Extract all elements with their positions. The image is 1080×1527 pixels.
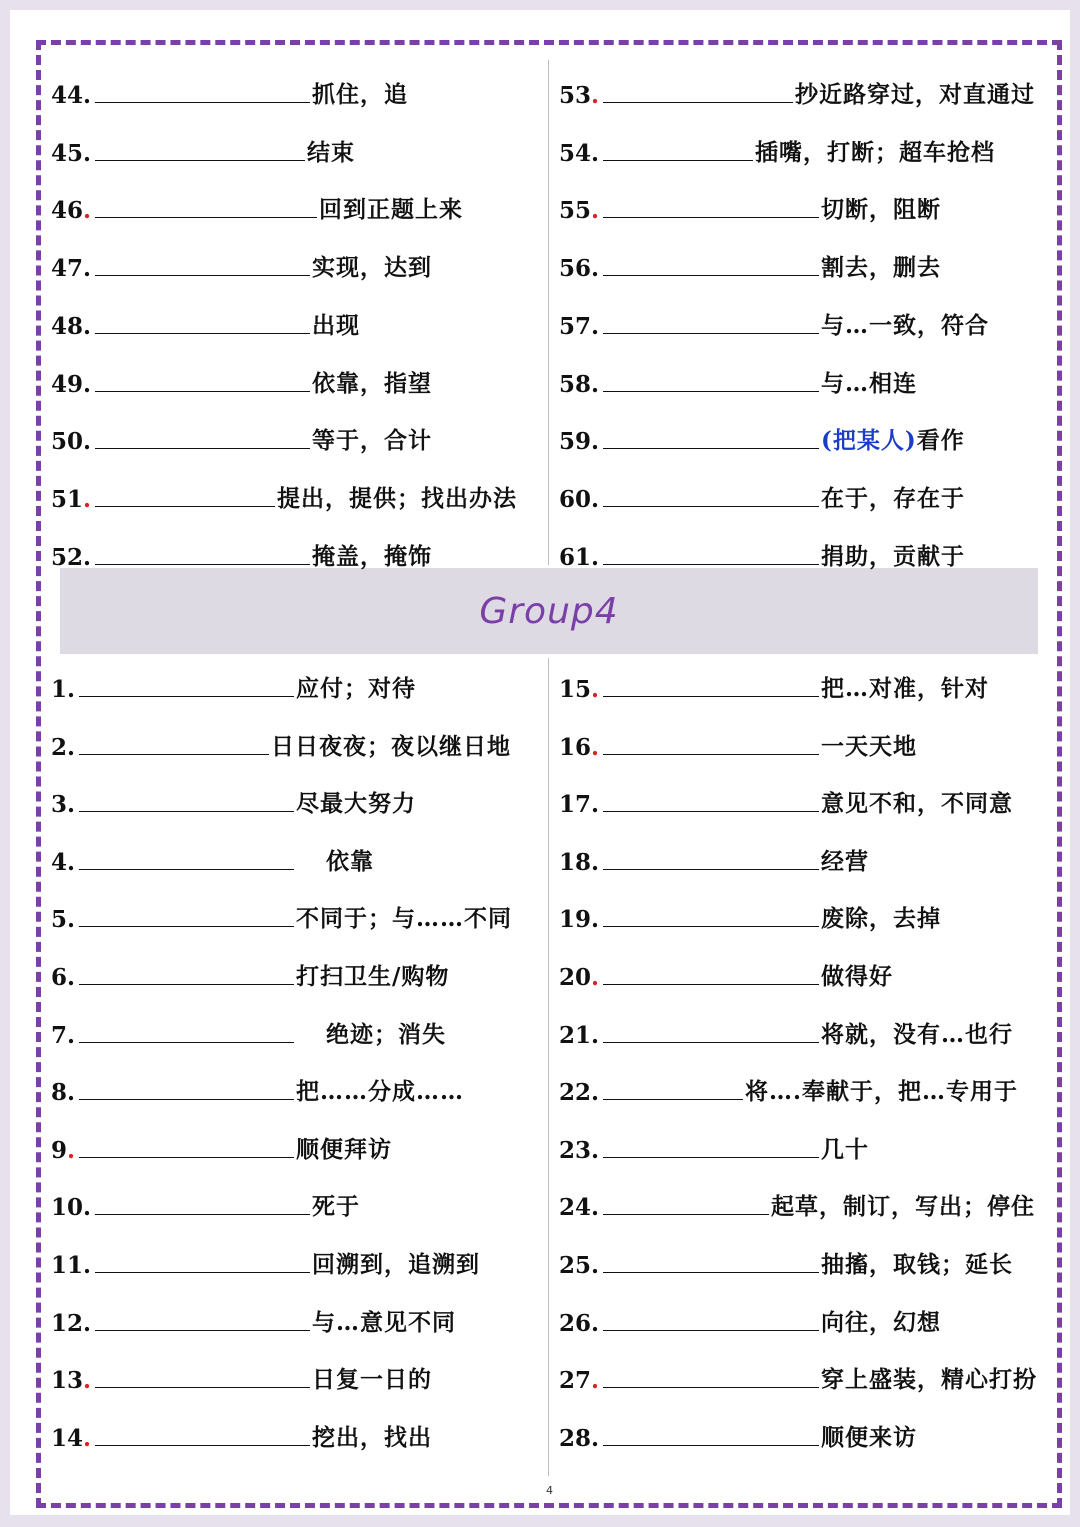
answer-blank[interactable]: [95, 82, 310, 103]
item-number: 59: [559, 428, 592, 455]
exercise-item: [559, 836, 869, 876]
answer-blank[interactable]: [95, 544, 310, 565]
item-dot: .: [83, 1252, 92, 1279]
exercise-item: [51, 721, 511, 761]
answer-blank[interactable]: [603, 197, 819, 218]
exercise-item: [559, 127, 995, 167]
definition-text: 与…相连: [821, 370, 918, 397]
answer-blank[interactable]: [79, 1079, 294, 1100]
exercise-item: [51, 1354, 432, 1394]
item-definition: [821, 480, 965, 513]
answer-blank[interactable]: [95, 371, 310, 392]
exercise-item: [559, 184, 941, 224]
item-number: 18: [559, 849, 592, 876]
item-dot: .: [591, 197, 600, 224]
definition-text: 抽搐，取钱；延长: [821, 1251, 1014, 1278]
definition-text: 尽最大努力: [296, 790, 417, 817]
exercise-item: [51, 531, 432, 571]
worksheet-page: [10, 10, 1070, 1515]
item-definition: [312, 1188, 360, 1221]
item-number: 20: [559, 964, 592, 991]
page-number: 4: [546, 1484, 553, 1497]
item-number: 60: [559, 486, 592, 513]
definition-text: 将….奉献于，把…专用于: [745, 1078, 1019, 1105]
item-definition: [312, 307, 360, 340]
item-number: 2: [51, 734, 68, 761]
item-dot: .: [591, 849, 600, 876]
item-dot: .: [591, 1252, 600, 1279]
answer-blank[interactable]: [603, 1367, 819, 1388]
item-number: 45: [51, 140, 84, 167]
exercise-item: [559, 1354, 1037, 1394]
definition-text: 做得好: [821, 963, 894, 990]
item-definition: [821, 365, 917, 398]
item-dot: .: [67, 906, 76, 933]
item-dot: .: [83, 1425, 92, 1452]
definition-text: 实现，达到: [312, 254, 433, 281]
exercise-item: [51, 1009, 446, 1049]
item-number: 49: [51, 371, 84, 398]
item-number: 11: [51, 1252, 84, 1279]
item-dot: .: [591, 1137, 600, 1164]
exercise-item: [51, 1297, 456, 1337]
answer-blank[interactable]: [95, 1367, 310, 1388]
item-dot: .: [83, 82, 92, 109]
item-dot: .: [83, 486, 92, 513]
item-number: 46: [51, 197, 84, 224]
definition-text: 打扫卫生/购物: [296, 963, 450, 990]
item-number: 8: [51, 1079, 68, 1106]
item-dot: .: [67, 1022, 76, 1049]
exercise-item: [559, 951, 893, 991]
item-dot: .: [83, 1367, 92, 1394]
item-number: 26: [559, 1310, 592, 1337]
item-definition: [271, 728, 511, 761]
item-definition: [821, 538, 965, 571]
exercise-item: [559, 721, 917, 761]
answer-blank[interactable]: [79, 1137, 294, 1158]
item-definition: [821, 249, 941, 282]
definition-text: 意见不和，不同意: [821, 790, 1014, 817]
definition-text: 等于，合计: [312, 427, 433, 454]
answer-blank[interactable]: [603, 255, 819, 276]
exercise-item: [51, 663, 416, 703]
exercise-item: [51, 415, 432, 455]
definition-text: 死于: [312, 1193, 361, 1220]
answer-blank[interactable]: [95, 313, 310, 334]
item-number: 55: [559, 197, 592, 224]
definition-text: 依靠，指望: [312, 370, 433, 397]
item-dot: .: [591, 255, 600, 282]
item-number: 53: [559, 82, 592, 109]
answer-blank[interactable]: [79, 734, 269, 755]
definition-text: 不同于；与……不同: [296, 905, 513, 932]
definition-text: 废除，去掉: [821, 905, 942, 932]
exercise-item: [559, 69, 1035, 109]
item-definition: [296, 1131, 392, 1164]
exercise-item: [559, 531, 965, 571]
exercise-item: [559, 1066, 1018, 1106]
answer-blank[interactable]: [603, 1194, 769, 1215]
answer-blank[interactable]: [603, 676, 819, 697]
exercise-item: [559, 1009, 1013, 1049]
item-dot: .: [591, 734, 600, 761]
exercise-item: [51, 1124, 392, 1164]
item-definition: [821, 307, 989, 340]
column-divider: [548, 60, 549, 565]
definition-text: 与…意见不同: [312, 1309, 457, 1336]
definition-text: 回到正题上来: [319, 196, 464, 223]
item-number: 50: [51, 428, 84, 455]
definition-text: 把…对准，针对: [821, 675, 990, 702]
exercise-item: [51, 358, 432, 398]
item-number: 9: [51, 1137, 68, 1164]
item-number: 14: [51, 1425, 84, 1452]
answer-blank[interactable]: [603, 1252, 819, 1273]
answer-blank[interactable]: [95, 1310, 310, 1331]
item-definition: [312, 1304, 456, 1337]
item-dot: .: [591, 1425, 600, 1452]
item-dot: .: [83, 371, 92, 398]
definition-text: 抓住，追: [312, 81, 409, 108]
item-dot: .: [591, 964, 600, 991]
item-dot: .: [591, 791, 600, 818]
exercise-item: [559, 415, 965, 455]
exercise-item: [559, 778, 1013, 818]
answer-blank[interactable]: [603, 1137, 819, 1158]
item-dot: .: [83, 255, 92, 282]
item-number: 27: [559, 1367, 592, 1394]
definition-text: 顺便拜访: [296, 1136, 393, 1163]
exercise-item: [559, 473, 965, 513]
exercise-item: [51, 836, 374, 876]
item-number: 3: [51, 791, 68, 818]
answer-blank[interactable]: [603, 313, 819, 334]
definition-text: 应付；对待: [296, 675, 417, 702]
item-definition: [771, 1188, 1035, 1221]
item-definition: [312, 1419, 432, 1452]
definition-text: 在于，存在于: [821, 485, 966, 512]
item-number: 1: [51, 676, 68, 703]
definition-prefix: (把某人): [821, 427, 917, 454]
exercise-item: [51, 893, 512, 933]
item-definition: [745, 1073, 1018, 1106]
exercise-item: [51, 184, 463, 224]
answer-blank[interactable]: [603, 1310, 819, 1331]
exercise-item: [51, 1066, 464, 1106]
definition-text: 经营: [821, 848, 870, 875]
definition-text: 穿上盛装，精心打扮: [821, 1366, 1038, 1393]
item-number: 57: [559, 313, 592, 340]
definition-text: 日复一日的: [312, 1366, 433, 1393]
exercise-item: [51, 473, 517, 513]
definition-text: 抄近路穿过，对直通过: [795, 81, 1036, 108]
answer-blank[interactable]: [79, 906, 294, 927]
item-definition: [755, 134, 995, 167]
answer-blank[interactable]: [79, 849, 294, 870]
item-definition: [312, 538, 432, 571]
item-number: 15: [559, 676, 592, 703]
item-definition: [821, 1419, 917, 1452]
definition-text: 绝迹；消失: [326, 1021, 447, 1048]
item-definition: [821, 843, 869, 876]
group-banner: [60, 568, 1038, 654]
exercise-item: [51, 1412, 432, 1452]
item-dot: .: [591, 486, 600, 513]
item-definition: [312, 249, 432, 282]
item-definition: [821, 1131, 869, 1164]
definition-text: 看作: [916, 427, 965, 454]
definition-text: 割去，删去: [821, 254, 942, 281]
answer-blank[interactable]: [603, 1079, 743, 1100]
answer-blank[interactable]: [79, 791, 294, 812]
exercise-item: [51, 1239, 480, 1279]
item-dot: .: [591, 313, 600, 340]
item-definition: [319, 191, 463, 224]
item-dot: .: [83, 1310, 92, 1337]
item-dot: .: [591, 1022, 600, 1049]
answer-blank[interactable]: [603, 544, 819, 565]
item-definition: [821, 728, 917, 761]
answer-blank[interactable]: [79, 1022, 294, 1043]
item-dot: .: [591, 676, 600, 703]
answer-blank[interactable]: [603, 82, 793, 103]
item-number: 23: [559, 1137, 592, 1164]
item-dot: .: [591, 140, 600, 167]
exercise-item: [51, 951, 449, 991]
definition-text: 日日夜夜；夜以继日地: [271, 733, 512, 760]
item-dot: .: [591, 428, 600, 455]
item-dot: .: [67, 849, 76, 876]
answer-blank[interactable]: [603, 791, 819, 812]
item-number: 28: [559, 1425, 592, 1452]
item-number: 52: [51, 544, 84, 571]
exercise-item: [559, 1181, 1035, 1221]
item-number: 12: [51, 1310, 84, 1337]
answer-blank[interactable]: [95, 1425, 310, 1446]
exercise-item: [51, 69, 408, 109]
item-dot: .: [67, 791, 76, 818]
answer-blank[interactable]: [603, 486, 819, 507]
item-definition: [307, 134, 355, 167]
item-number: 10: [51, 1194, 84, 1221]
item-number: 61: [559, 544, 592, 571]
item-number: 24: [559, 1194, 592, 1221]
item-definition: [312, 1361, 432, 1394]
definition-text: 与…一致，符合: [821, 312, 990, 339]
item-number: 54: [559, 140, 592, 167]
definition-text: 回溯到，追溯到: [312, 1251, 481, 1278]
exercise-item: [51, 242, 432, 282]
exercise-item: [51, 1181, 360, 1221]
item-number: 47: [51, 255, 84, 282]
exercise-item: [559, 893, 941, 933]
answer-blank[interactable]: [603, 906, 819, 927]
item-dot: .: [83, 544, 92, 571]
item-dot: .: [83, 313, 92, 340]
answer-blank[interactable]: [603, 371, 819, 392]
item-definition: [821, 191, 941, 224]
exercise-item: [51, 778, 416, 818]
item-definition: [795, 76, 1035, 109]
definition-text: 几十: [821, 1136, 870, 1163]
answer-blank[interactable]: [95, 255, 310, 276]
item-definition: [326, 843, 374, 876]
exercise-item: [559, 1297, 941, 1337]
item-definition: [821, 900, 941, 933]
item-definition: [821, 958, 893, 991]
definition-text: 向往，幻想: [821, 1309, 942, 1336]
item-definition: [277, 480, 517, 513]
item-definition: [296, 900, 512, 933]
item-dot: .: [83, 428, 92, 455]
item-dot: .: [83, 140, 92, 167]
item-number: 51: [51, 486, 84, 513]
item-definition: [326, 1016, 446, 1049]
item-definition: [312, 422, 432, 455]
answer-blank[interactable]: [603, 140, 753, 161]
item-definition: [821, 670, 989, 703]
item-dot: .: [591, 371, 600, 398]
answer-blank[interactable]: [95, 1194, 310, 1215]
item-number: 7: [51, 1022, 68, 1049]
answer-blank[interactable]: [603, 734, 819, 755]
item-number: 16: [559, 734, 592, 761]
answer-blank[interactable]: [95, 140, 305, 161]
exercise-item: [559, 242, 941, 282]
item-definition: [312, 1246, 480, 1279]
group-title: Group4: [479, 590, 619, 632]
definition-text: 顺便来访: [821, 1424, 918, 1451]
item-dot: .: [591, 1194, 600, 1221]
definition-text: 掩盖，掩饰: [312, 543, 433, 570]
item-dot: .: [591, 1310, 600, 1337]
definition-text: 挖出，找出: [312, 1424, 433, 1451]
definition-text: 出现: [312, 312, 361, 339]
item-definition: [821, 1361, 1037, 1394]
definition-text: 捐助，贡献于: [821, 543, 966, 570]
item-dot: .: [67, 676, 76, 703]
item-number: 25: [559, 1252, 592, 1279]
exercise-item: [559, 1124, 869, 1164]
definition-text: 结束: [307, 139, 356, 166]
answer-blank[interactable]: [95, 428, 310, 449]
answer-blank[interactable]: [95, 1252, 310, 1273]
answer-blank[interactable]: [95, 486, 275, 507]
exercise-item: [559, 663, 989, 703]
exercise-item: [559, 1412, 917, 1452]
item-number: 22: [559, 1079, 592, 1106]
definition-text: 一天天地: [821, 733, 918, 760]
item-dot: .: [83, 197, 92, 224]
item-definition: [312, 365, 432, 398]
definition-text: 依靠: [326, 848, 375, 875]
item-definition: [296, 785, 416, 818]
item-dot: .: [83, 1194, 92, 1221]
answer-blank[interactable]: [79, 676, 294, 697]
answer-blank[interactable]: [95, 197, 317, 218]
item-number: 44: [51, 82, 84, 109]
definition-text: 起草，制订，写出；停住: [771, 1193, 1036, 1220]
item-number: 19: [559, 906, 592, 933]
item-number: 21: [559, 1022, 592, 1049]
item-definition: [821, 422, 965, 455]
item-number: 56: [559, 255, 592, 282]
item-definition: [296, 670, 416, 703]
item-dot: .: [67, 964, 76, 991]
definition-text: 把……分成……: [296, 1078, 465, 1105]
exercise-item: [559, 358, 917, 398]
definition-text: 插嘴，打断；超车抢档: [755, 139, 996, 166]
item-dot: .: [67, 1137, 76, 1164]
item-definition: [296, 1073, 464, 1106]
item-definition: [296, 958, 449, 991]
answer-blank[interactable]: [603, 1425, 819, 1446]
answer-blank[interactable]: [79, 964, 294, 985]
exercise-item: [51, 300, 360, 340]
item-number: 6: [51, 964, 68, 991]
item-dot: .: [591, 1367, 600, 1394]
item-number: 48: [51, 313, 84, 340]
item-dot: .: [591, 1079, 600, 1106]
exercise-item: [559, 300, 989, 340]
item-number: 58: [559, 371, 592, 398]
definition-text: 切断，阻断: [821, 196, 942, 223]
item-definition: [821, 1304, 941, 1337]
definition-text: 提出，提供；找出办法: [277, 485, 518, 512]
item-number: 4: [51, 849, 68, 876]
exercise-item: [51, 127, 355, 167]
answer-blank[interactable]: [603, 849, 819, 870]
item-definition: [821, 785, 1013, 818]
answer-blank[interactable]: [603, 964, 819, 985]
answer-blank[interactable]: [603, 428, 819, 449]
item-definition: [821, 1016, 1013, 1049]
item-dot: .: [591, 906, 600, 933]
item-definition: [821, 1246, 1013, 1279]
item-dot: .: [67, 1079, 76, 1106]
column-divider: [548, 658, 549, 1476]
answer-blank[interactable]: [603, 1022, 819, 1043]
item-number: 5: [51, 906, 68, 933]
item-definition: [312, 76, 408, 109]
exercise-item: [559, 1239, 1013, 1279]
definition-text: 将就，没有…也行: [821, 1021, 1014, 1048]
item-dot: .: [67, 734, 76, 761]
item-dot: .: [591, 82, 600, 109]
item-number: 17: [559, 791, 592, 818]
item-dot: .: [591, 544, 600, 571]
item-number: 13: [51, 1367, 84, 1394]
